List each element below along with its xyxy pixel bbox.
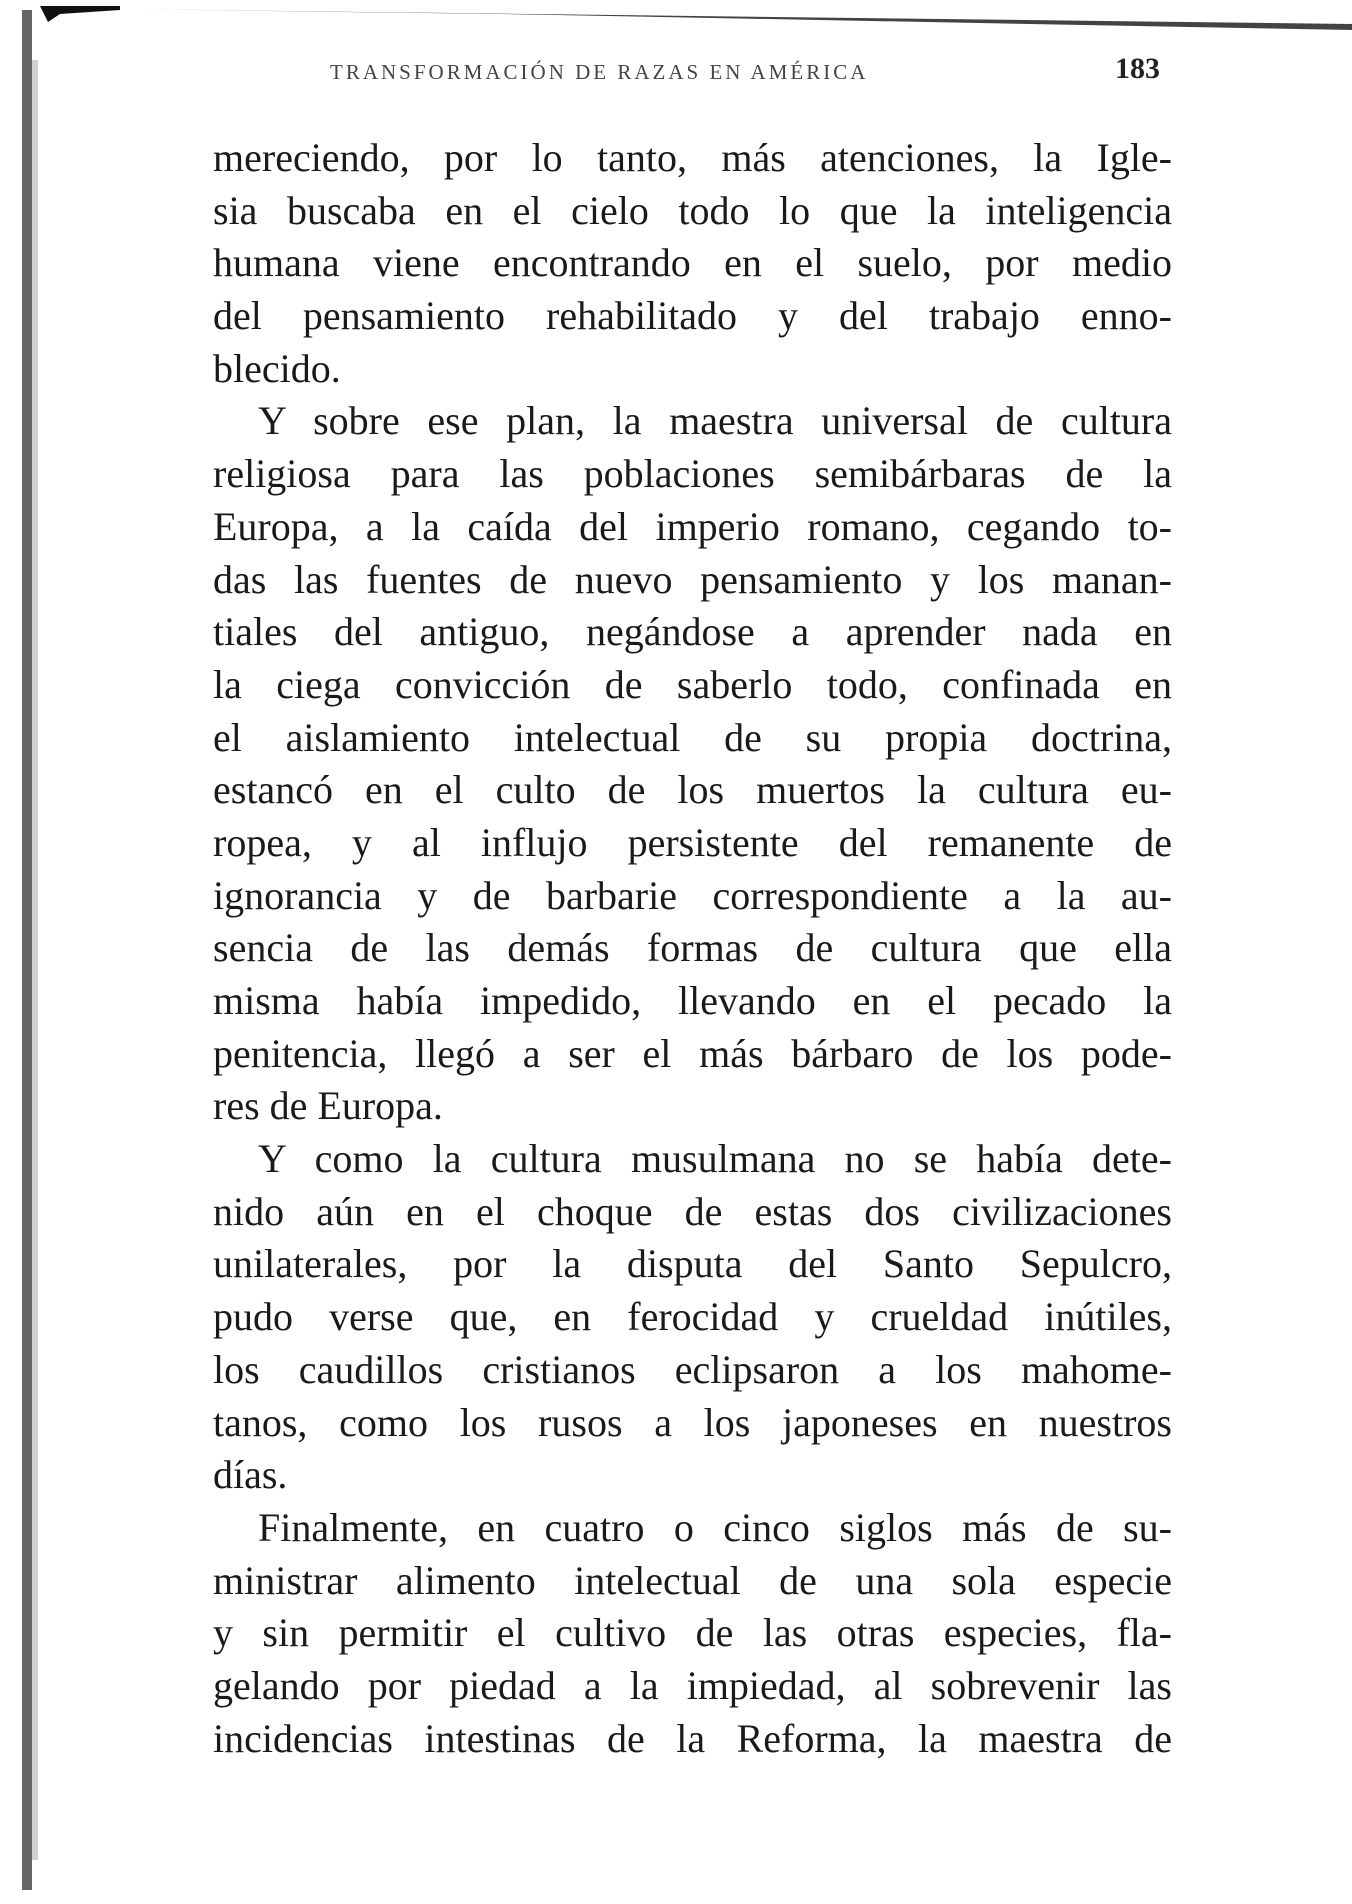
paragraph (213, 132, 1172, 395)
text-line: misma había impedido, llevando en el pecado la (213, 978, 1172, 1023)
paragraph (213, 1502, 1172, 1765)
text-line: incidencias intestinas de la Reforma, la maestra de (213, 1715, 1172, 1761)
text-line: los caudillos cristianos eclipsaron a los mahome- (213, 1346, 1172, 1392)
running-title: TRANSFORMACIÓN DE RAZAS EN AMÉRICA (330, 60, 869, 84)
text-line: unilaterales, por la disputa del Santo Sepulcro, (213, 1241, 1172, 1287)
paragraph (213, 1133, 1172, 1502)
text-line: religiosa para las poblaciones semibárbaras de la (213, 451, 1172, 497)
text-line: nido aún en el choque de estas dos civilizaciones (213, 1188, 1172, 1234)
text-line: sencia de las demás formas de cultura que ella (213, 925, 1172, 971)
text-line: ropea, y al influjo persistente del remanente de (213, 819, 1172, 865)
text-line: mereciendo, por lo tanto, más atenciones, la Igle- (213, 135, 1172, 180)
text-line: Finalmente, en cuatro o cinco siglos más de su- (258, 1504, 1172, 1550)
body-text (213, 132, 1172, 1765)
text-line: blecido. (213, 345, 341, 391)
text-line: y sin permitir el cultivo de las otras especies, fla- (213, 1610, 1172, 1656)
text-line: del pensamiento rehabilitado y del trabajo enno- (213, 293, 1172, 339)
paragraph (213, 395, 1172, 1133)
text-line: res de Europa. (213, 1083, 443, 1129)
text-line: tanos, como los rusos a los japoneses en nuestros (213, 1399, 1172, 1445)
text-line: penitencia, llegó a ser el más bárbaro de los pode- (213, 1030, 1172, 1076)
text-line: das las fuentes de nuevo pensamiento y los manan- (213, 556, 1172, 602)
text-line: Europa, a la caída del imperio romano, cegando to- (213, 503, 1172, 549)
text-line: sia buscaba en el cielo todo lo que la inteligencia (213, 187, 1172, 233)
text-line: pudo verse que, en ferocidad y crueldad inútiles, (213, 1294, 1172, 1340)
text-line: gelando por piedad a la impiedad, al sobrevenir las (213, 1662, 1172, 1708)
text-line: Y como la cultura musulmana no se había dete- (258, 1136, 1172, 1182)
running-header (330, 52, 1170, 88)
text-line: humana viene encontrando en el suelo, por medio (213, 240, 1172, 286)
text-line: Y sobre ese plan, la maestra universal de cultura (258, 398, 1172, 444)
text-line: ignorancia y de barbarie correspondiente a la au- (213, 872, 1172, 918)
text-line: estancó en el culto de los muertos la cultura eu- (213, 767, 1172, 813)
text-line: ministrar alimento intelectual de una sola especie (213, 1557, 1172, 1603)
text-line: días. (213, 1452, 288, 1498)
text-line: tiales del antiguo, negándose a aprender nada en (213, 609, 1172, 655)
text-line: el aislamiento intelectual de su propia doctrina, (213, 714, 1172, 760)
text-line: la ciega convicción de saberlo todo, confinada en (213, 661, 1172, 707)
page-number: 183 (1115, 52, 1160, 85)
